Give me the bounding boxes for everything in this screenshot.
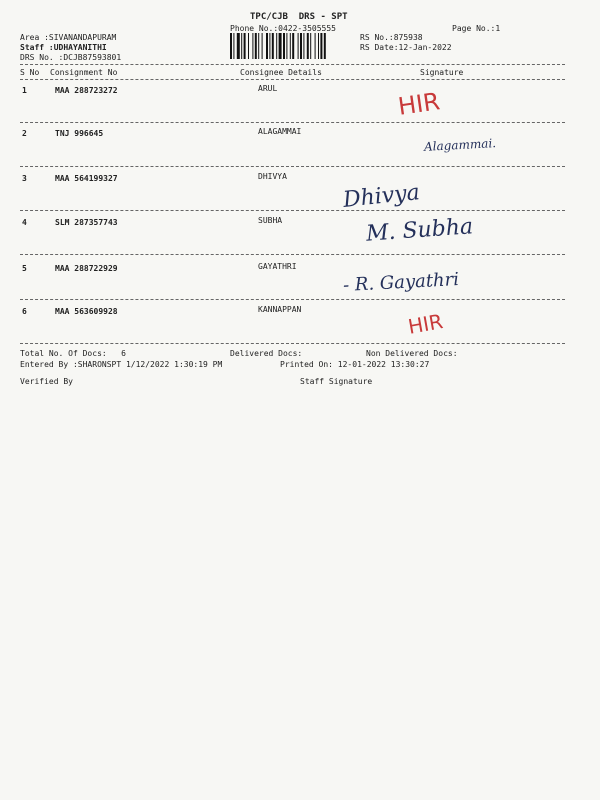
total-docs: Total No. Of Docs: 6 bbox=[20, 349, 126, 358]
row-signature: HIR bbox=[396, 87, 442, 121]
divider bbox=[20, 343, 565, 344]
row-consignee: ARUL bbox=[258, 84, 278, 93]
row-consignee: SUBHA bbox=[258, 216, 283, 225]
row-consignment-no: MAA 288722929 bbox=[55, 264, 118, 273]
row-signature: M. Subha bbox=[365, 214, 474, 247]
row-consignment-no: MAA 288723272 bbox=[55, 86, 118, 95]
row-sno: 5 bbox=[22, 264, 27, 273]
column-header-consignment: Consignment No bbox=[50, 68, 118, 77]
row-consignment-no: MAA 564199327 bbox=[55, 174, 118, 183]
divider bbox=[20, 64, 565, 65]
row-consignee: ALAGAMMAI bbox=[258, 127, 302, 136]
entered-by: Entered By :SHARONSPT 1/12/2022 1:30:19 PM bbox=[20, 360, 223, 369]
drs-number: DRS No. :DCJB87593801 bbox=[20, 53, 122, 62]
row-signature: - R. Gayathri bbox=[342, 268, 460, 297]
divider bbox=[20, 254, 565, 255]
rs-date: RS Date:12-Jan-2022 bbox=[360, 43, 452, 52]
row-signature: Alagammai. bbox=[423, 136, 497, 154]
divider bbox=[20, 122, 565, 123]
staff-field: Staff :UDHAYANITHI bbox=[20, 43, 107, 52]
phone-number: Phone No.:0422-3505555 bbox=[230, 24, 336, 33]
rs-number: RS No.:875938 bbox=[360, 33, 423, 42]
divider bbox=[20, 299, 565, 300]
row-signature: Dhivya bbox=[341, 180, 421, 213]
row-sno: 1 bbox=[22, 86, 27, 95]
printed-on: Printed On: 12-01-2022 13:30:27 bbox=[280, 360, 430, 369]
column-header-signature: Signature bbox=[420, 68, 464, 77]
column-header-sno: S No bbox=[20, 68, 40, 77]
row-consignee: KANNAPPAN bbox=[258, 305, 302, 314]
column-header-consignee: Consignee Details bbox=[240, 68, 322, 77]
divider bbox=[20, 166, 565, 167]
area-field: Area :SIVANANDAPURAM bbox=[20, 33, 117, 42]
delivered-docs: Delivered Docs: bbox=[230, 349, 303, 358]
row-consignee: DHIVYA bbox=[258, 172, 287, 181]
staff-signature-label: Staff Signature bbox=[300, 377, 373, 386]
row-consignee: GAYATHRI bbox=[258, 262, 297, 271]
divider bbox=[20, 79, 565, 80]
verified-by-label: Verified By bbox=[20, 377, 73, 386]
row-sno: 2 bbox=[22, 129, 27, 138]
row-consignment-no: TNJ 996645 bbox=[55, 129, 104, 138]
row-consignment-no: SLM 287357743 bbox=[55, 218, 118, 227]
row-sno: 4 bbox=[22, 218, 27, 227]
document-title: TPC/CJB DRS - SPT bbox=[250, 12, 348, 22]
row-sno: 3 bbox=[22, 174, 27, 183]
row-consignment-no: MAA 563609928 bbox=[55, 307, 118, 316]
divider bbox=[20, 210, 565, 211]
barcode-icon bbox=[230, 33, 352, 59]
non-delivered-docs: Non Delivered Docs: bbox=[366, 349, 458, 358]
row-signature: HIR bbox=[406, 309, 445, 339]
row-sno: 6 bbox=[22, 307, 27, 316]
page-number: Page No.:1 bbox=[452, 24, 501, 33]
